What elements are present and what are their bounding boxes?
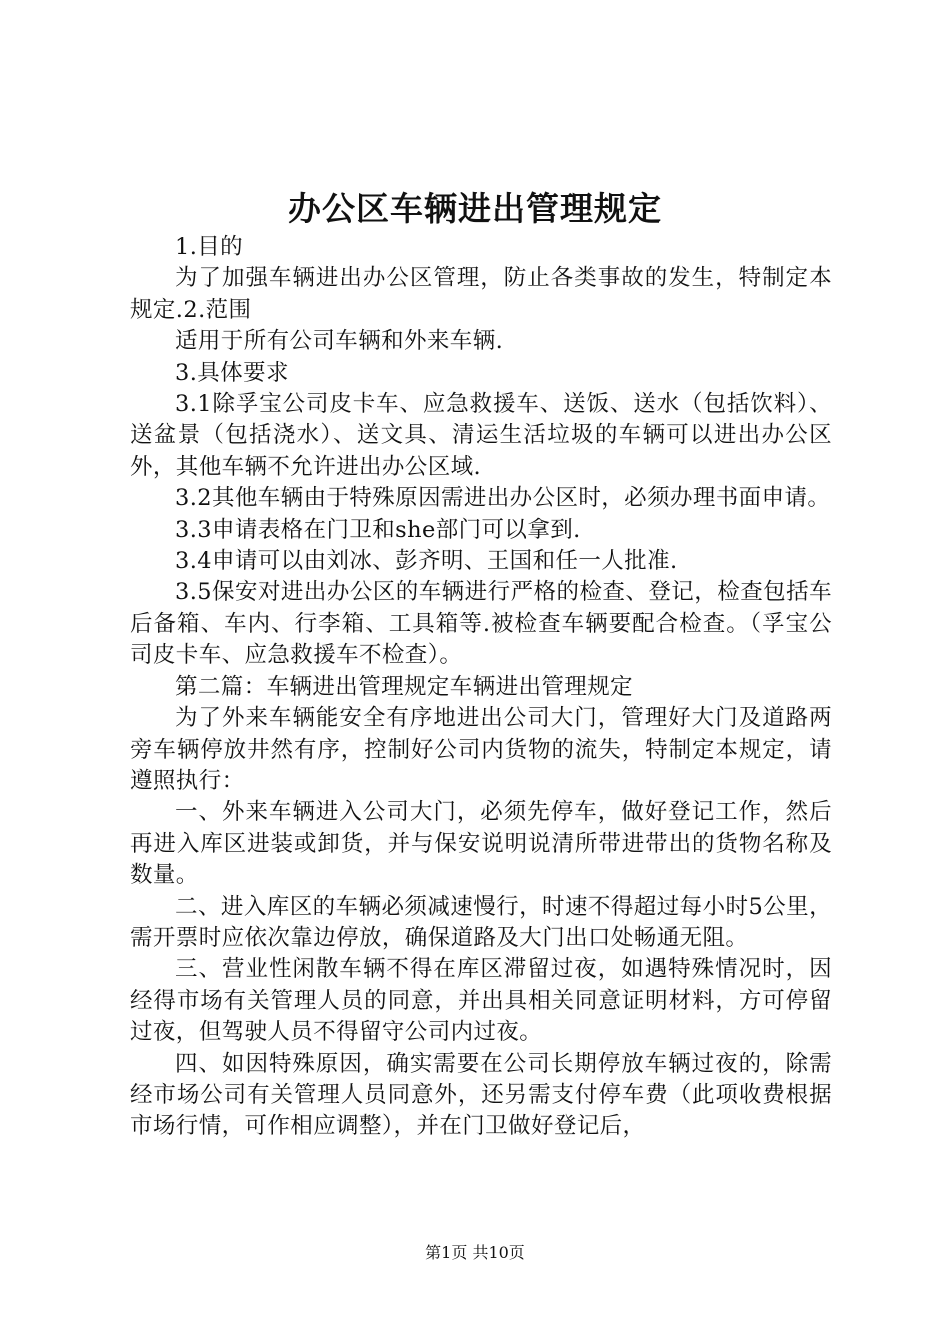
paragraph: 3.3申请表格在门卫和she部门可以拿到. <box>175 516 581 543</box>
paragraph: 3.具体要求 <box>175 359 289 386</box>
paragraph: 3.2其他车辆由于特殊原因需进出办公区时，必须办理书面申请。 <box>175 485 831 512</box>
paragraph: 适用于所有公司车辆和外来车辆. <box>175 328 504 355</box>
paragraph: 二、进入库区的车辆必须减速慢行，时速不得超过每小时5公里，需开票时应依次靠边停放，确保道路及大门出口处畅通无阻。 <box>130 893 832 951</box>
document-title: 办公区车辆进出管理规定 <box>288 189 662 228</box>
paragraph: 四、如因特殊原因，确实需要在公司长期停放车辆过夜的，除需经市场公司有关管理人员同意外，还另需支付停车费（此项收费根据市场行情，可作相应调整），并在门卫做好登记后， <box>130 1050 832 1140</box>
paragraph: 三、营业性闲散车辆不得在库区滞留过夜，如遇特殊情况时，因经得市场有关管理人员的同意，并出具相关同意证明材料，方可停留过夜，但驾驶人员不得留守公司内过夜。 <box>130 956 832 1046</box>
paragraph: 第二篇：车辆进出管理规定车辆进出管理规定 <box>175 673 634 700</box>
paragraph: 1.目的 <box>175 234 244 260</box>
paragraph: 为了加强车辆进出办公区管理，防止各类事故的发生，特制定本规定.2.范围 <box>130 265 832 323</box>
paragraph: 为了外来车辆能安全有序地进出公司大门，管理好大门及道路两旁车辆停放井然有序，控制好公司内货物的流失，特制定本规定，请遵照执行： <box>130 705 832 794</box>
paragraph: 3.5保安对进出办公区的车辆进行严格的检查、登记，检查包括车后备箱、车内、行李箱、工具箱等.被检查车辆要配合检查。（孚宝公司皮卡车、应急救援车不检查）。 <box>130 579 832 669</box>
paragraph: 一、外来车辆进入公司大门，必须先停车，做好登记工作，然后再进入库区进装或卸货，并与保安说明说清所带进带出的货物名称及数量。 <box>130 799 832 889</box>
page-footer: 第1页 共10页 <box>425 1243 525 1262</box>
paragraph: 3.1除孚宝公司皮卡车、应急救援车、送饭、送水（包括饮料）、送盆景（包括浇水）、送文具、清运生活垃圾的车辆可以进出办公区外，其他车辆不允许进出办公区域. <box>130 391 832 480</box>
paragraph: 3.4申请可以由刘冰、彭齐明、王国和任一人批准. <box>175 548 678 575</box>
document-body <box>130 232 832 1143</box>
